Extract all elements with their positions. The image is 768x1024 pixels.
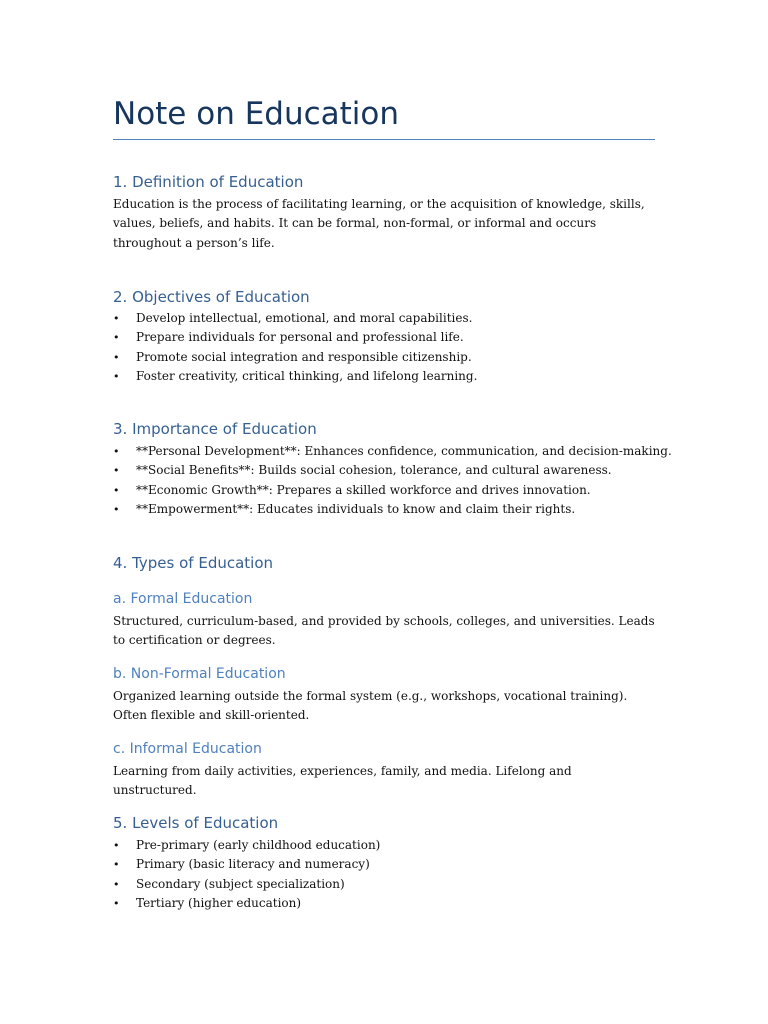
subheading-non-formal: b. Non-Formal Education (113, 666, 286, 682)
list-item (113, 367, 673, 386)
section-heading-objectives: 2. Objectives of Education (113, 288, 310, 306)
list-item-text: Pre-primary (early childhood education) (136, 838, 381, 852)
bullet-icon: • (113, 483, 120, 497)
bullet-icon: • (113, 896, 120, 910)
formal-paragraph: Structured, curriculum-based, and provided by schools, colleges, and universities. Leads to certification or degrees. (113, 614, 655, 648)
informal-paragraph: Learning from daily activities, experiences, family, and media. Lifelong and unstructured. (113, 764, 572, 798)
bullet-icon: • (113, 858, 120, 872)
non-formal-paragraph: Organized learning outside the formal system (e.g., workshops, vocational training). Often flexible and skill-oriented. (113, 689, 628, 723)
list-item (113, 461, 673, 480)
bullet-icon: • (113, 445, 120, 458)
list-item-text: Secondary (subject specialization) (136, 876, 345, 891)
list-item (113, 836, 673, 855)
list-item-text: Promote social integration and responsible citizenship. (136, 349, 472, 364)
bullet-icon: • (113, 312, 120, 325)
list-item-text: **Empowerment**: Educates individuals to know and claim their rights. (136, 501, 576, 516)
list-item-text: **Personal Development**: Enhances confidence, communication, and decision-making. (136, 444, 672, 458)
list-item (113, 348, 673, 367)
list-item (113, 875, 673, 894)
section-heading-importance: 3. Importance of Education (113, 420, 317, 438)
list-item-text: **Economic Growth**: Prepares a skilled workforce and drives innovation. (136, 482, 591, 497)
list-item-text: Foster creativity, critical thinking, and lifelong learning. (136, 368, 478, 383)
list-item (113, 442, 673, 461)
levels-list (113, 836, 673, 913)
list-item-text: Tertiary (higher education) (136, 895, 302, 910)
bullet-icon: • (113, 839, 120, 852)
section-heading-types: 4. Types of Education (113, 554, 274, 572)
list-item (113, 309, 673, 328)
definition-paragraph: Education is the process of facilitating learning, or the acquisition of knowledge, skills, values, beliefs, and habits. It can be formal, non-formal, or informal and occurs throughout a person’s life. (113, 197, 645, 250)
list-item (113, 481, 673, 500)
title-divider (113, 139, 655, 140)
bullet-icon: • (113, 350, 120, 364)
list-item-text: Primary (basic literacy and numeracy) (136, 857, 370, 872)
document-title: Note on Education (113, 96, 400, 132)
bullet-icon: • (113, 369, 120, 383)
bullet-icon: • (113, 464, 120, 478)
list-item-text: Develop intellectual, emotional, and moral capabilities. (136, 311, 473, 325)
list-item-text: **Social Benefits**: Builds social cohesion, tolerance, and cultural awareness. (136, 463, 612, 478)
subheading-formal: a. Formal Education (113, 591, 253, 607)
list-item (113, 855, 673, 874)
section-heading-levels: 5. Levels of Education (113, 814, 279, 832)
bullet-icon: • (113, 331, 120, 345)
list-item (113, 328, 673, 347)
importance-list (113, 442, 673, 519)
section-heading-definition: 1. Definition of Education (113, 173, 304, 191)
list-item (113, 500, 673, 519)
bullet-icon: • (113, 877, 120, 891)
list-item-text: Prepare individuals for personal and professional life. (136, 330, 464, 345)
bullet-icon: • (113, 502, 120, 516)
objectives-list (113, 309, 673, 386)
list-item (113, 894, 673, 913)
subheading-informal: c. Informal Education (113, 741, 262, 757)
